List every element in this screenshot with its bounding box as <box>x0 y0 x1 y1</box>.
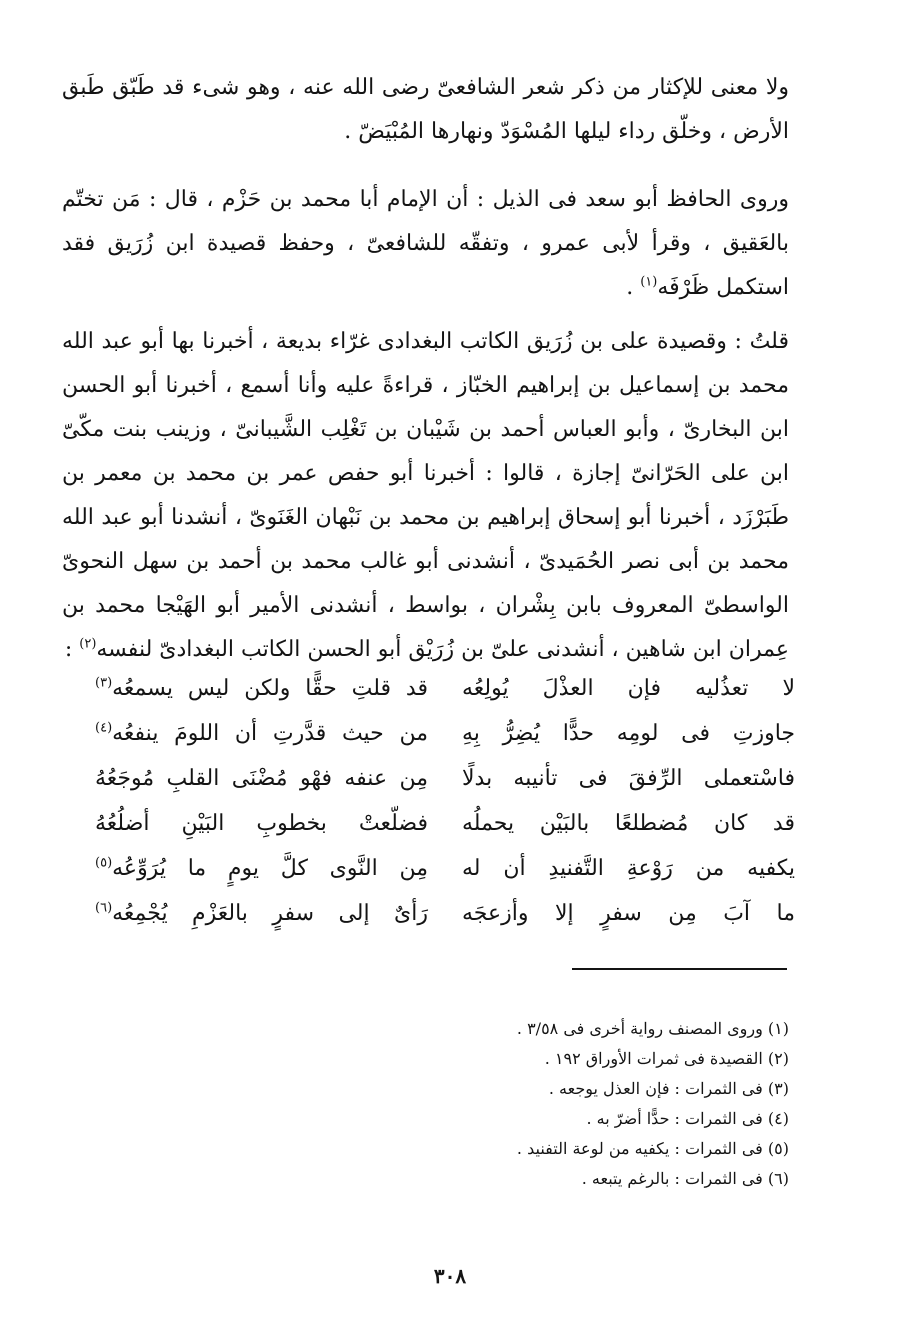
poem <box>95 666 795 936</box>
paragraph-text: قلتُ : وقصيدة على بن زُرَيق الكاتب البغدادى غرّاء بديعة ، أخبرنا بها أبو عبد الله محمد بن إسماعيل بن إبراهيم الخبّاز ، قراءةً عليه وأنا أسمع ، أخبرنا أبو الحسن ابن البخارىّ ، وأبو العباس أحمد بن شَيْبان بن تَغْلِب الشَّيبانىّ ، وزينب بنت مكّىّ ابن على الحَرّانىّ إجازة ، قالوا : أخبرنا أبو حفص عمر بن محمد بن معمر بن طَبَرْزَد ، أخبرنا أبو إسحاق إبراهيم بن محمد بن نَبْهان الغَنَوىّ ، أنشدنا أبو عبد الله محمد بن أبى نصر الحُمَيدىّ ، أنشدنى أبو غالب محمد بن أحمد بن سهل النحوىّ الواسطىّ المعروف بابن بِشْران ، بواسط ، أنشدنى الأمير أبو الهَيْجا محمد بن عِمران ابن شاهين ، أنشدنى علىّ بن زُرَيْق أبو الحسن الكاتب البغدادىّ لنفسه <box>62 329 789 662</box>
paragraph-hafiz-narration <box>62 178 789 310</box>
verse-second-hemistich <box>95 811 428 836</box>
verse-first-hemistich: قد كان مُضطلعًا بالبَيْن يحملُه <box>462 811 795 836</box>
footnote-marker: (٢) <box>79 636 97 652</box>
paragraph-end-punct: : <box>64 637 80 662</box>
verse-first-hemistich: فاسْتعملى الرِّفقَ فى تأنيبه بدلًا <box>462 766 795 791</box>
footnote: (٢) القصيدة فى ثمرات الأوراق ١٩٢ . <box>544 1049 789 1068</box>
footnote-marker: (٥) <box>95 855 113 871</box>
footnote: (٤) فى الثمرات : حدًّا أضرّ به . <box>586 1109 789 1128</box>
verse-second-hemistich <box>95 901 428 926</box>
hemistich-text: قد قلتِ حقًّا ولكن ليس يسمعُه <box>112 676 428 701</box>
hemistich-text: مِن النَّوى كلَّ يومٍ ما يُرَوِّعُه <box>112 856 428 881</box>
paragraph-isnad <box>62 320 789 672</box>
poem-verse <box>95 846 795 891</box>
poem-verse <box>95 891 795 936</box>
hemistich-text: رَأىٌ إلى سفرٍ بالعَزْمِ يُجْمِعُه <box>112 901 428 926</box>
poem-verse <box>95 756 795 801</box>
footnotes <box>320 1014 789 1194</box>
footnote: (٣) فى الثمرات : فإن العذل يوجعه . <box>548 1079 789 1098</box>
poem-verse <box>95 801 795 846</box>
footnote-marker: (٣) <box>95 675 113 691</box>
poem-verse <box>95 711 795 756</box>
hemistich-text: مِن عنفه فهْو مُضْنَى القلبِ مُوجَعُهُ <box>95 766 428 791</box>
footnote-marker: (٤) <box>95 720 113 736</box>
verse-second-hemistich <box>95 676 428 701</box>
footnote-marker: (٦) <box>95 900 113 916</box>
verse-first-hemistich: لا تعذُليه فإن العذْلَ يُولِعُه <box>462 676 795 701</box>
paragraph-intro <box>62 66 789 154</box>
verse-first-hemistich: جاوزتِ فى لومِه حدًّا يُضِرُّ بِهِ <box>462 721 795 746</box>
footnote: (١) وروى المصنف رواية أخرى فى ٣/٥٨ . <box>516 1019 789 1038</box>
footnote-separator <box>572 968 787 970</box>
verse-second-hemistich <box>95 766 428 791</box>
verse-second-hemistich <box>95 856 428 881</box>
verse-first-hemistich: ما آبَ مِن سفرٍ إلا وأزعجَه <box>462 901 795 926</box>
hemistich-text: من حيث قدَّرتِ أن اللومَ ينفعُه <box>112 721 428 746</box>
paragraph-text: ولا معنى للإكثار من ذكر شعر الشافعىّ رضى الله عنه ، وهو شىء قد طَبّق طَبق الأرض ، وخلّق رداء ليلها المُسْوَدّ ونهارها المُبْيَضّ . <box>62 75 789 144</box>
paragraph-end-punct: . <box>626 275 641 300</box>
verse-first-hemistich: يكفيه من رَوْعةِ التَّفنيدِ أن له <box>462 856 795 881</box>
verse-second-hemistich <box>95 721 428 746</box>
paragraph-text: وروى الحافظ أبو سعد فى الذيل : أن الإمام أبا محمد بن حَزْم ، قال : مَن تختّم بالعَقيق ، وقرأ لأبى عمرو ، وتفقّه للشافعىّ ، وحفظ قصيدة ابن زُرَيق فقد استكمل ظَرْفَه <box>62 187 789 300</box>
hemistich-text: فضلّعتْ بخطوبِ البَيْنِ أضلُعُهُ <box>95 811 428 836</box>
footnote: (٦) فى الثمرات : بالرغم يتبعه . <box>581 1169 789 1188</box>
footnote-marker: (١) <box>640 274 658 290</box>
footnote: (٥) فى الثمرات : يكفيه من لوعة التفنيد . <box>516 1139 789 1158</box>
page-number: ٣٠٨ <box>433 1264 467 1288</box>
poem-verse <box>95 666 795 711</box>
